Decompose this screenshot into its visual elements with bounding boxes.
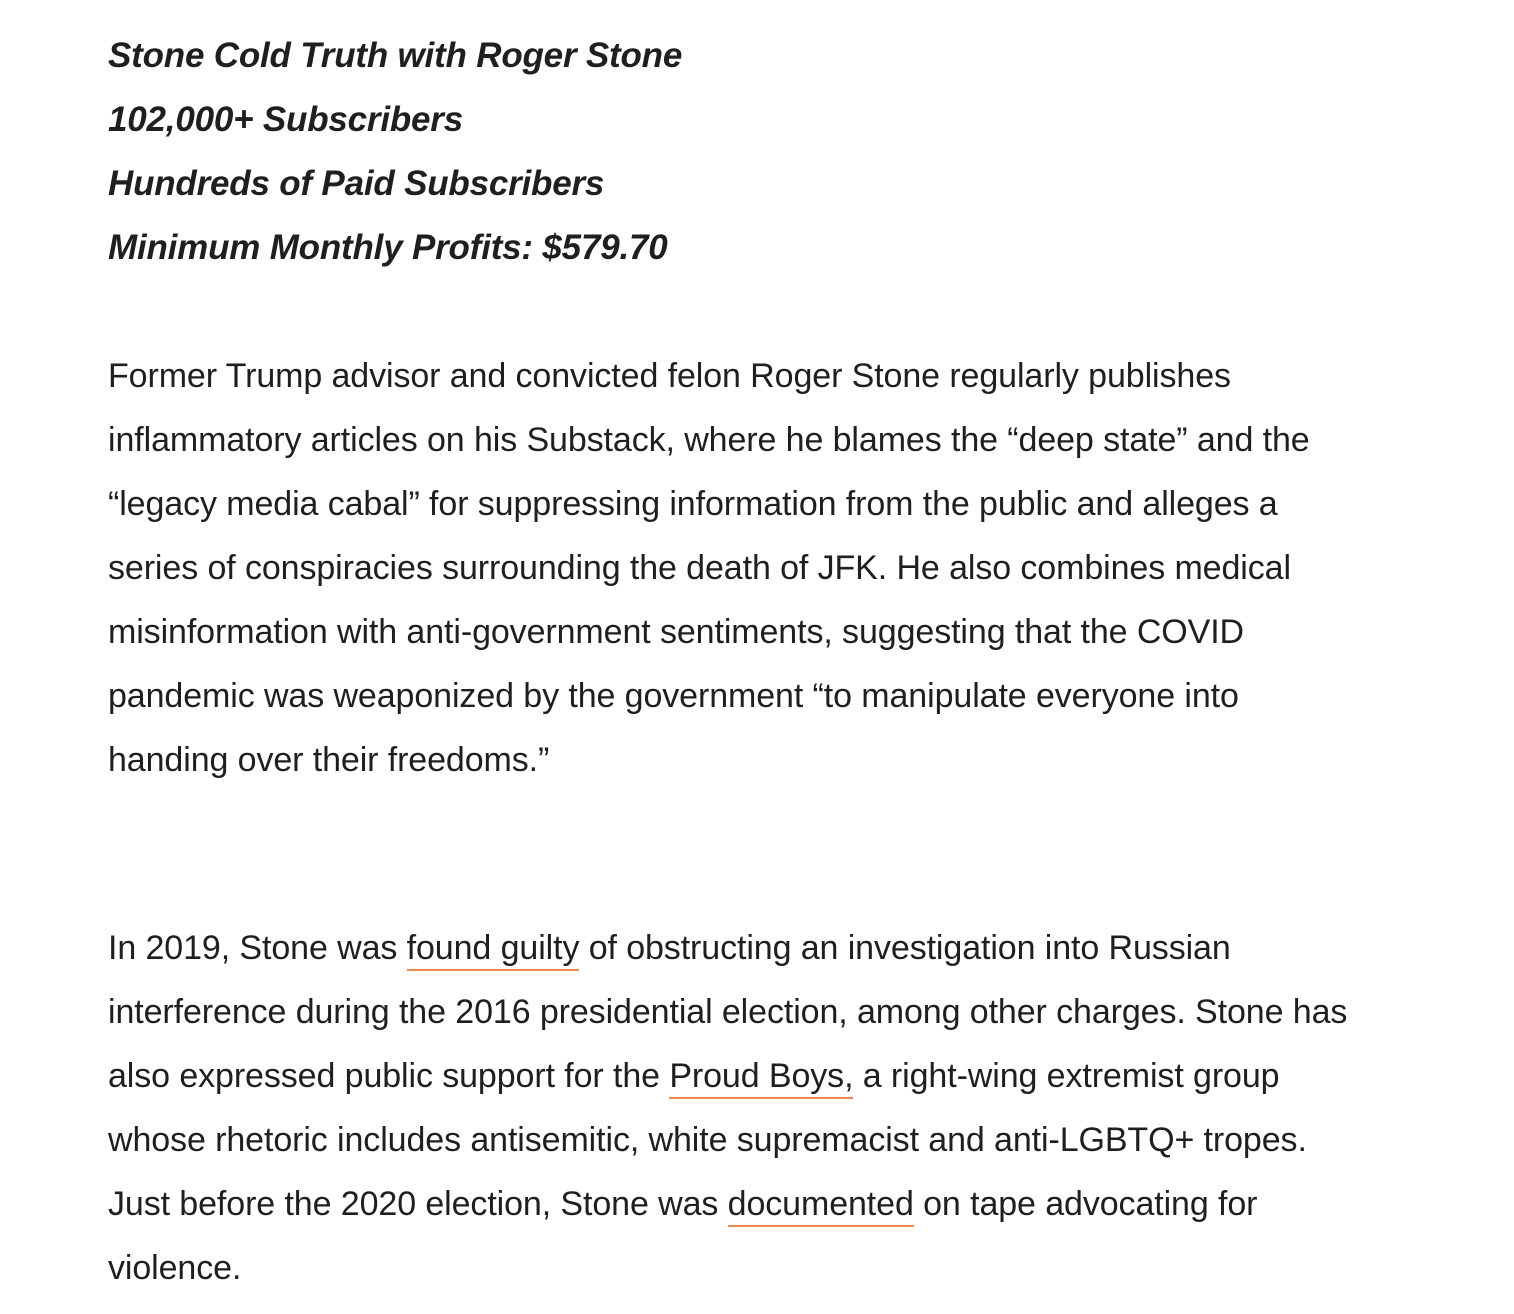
article-content — [108, 24, 1368, 1300]
paragraph-text-segment: of obstructing an investigation into Russian interference during the 2016 presidential election, among other charges. Stone has also expressed public support for the — [108, 929, 1348, 1095]
paragraph-text-segment: a right-wing extremist group whose rhetoric includes antisemitic, white supremacist and anti-LGBTQ+ tropes. Just before the 2020 election, Stone was — [108, 1057, 1307, 1223]
paragraph-text-segment: In 2019, Stone was — [108, 929, 407, 967]
subscriber-count: 102,000+ Subscribers — [108, 100, 463, 139]
monthly-profits: Minimum Monthly Profits: $579.70 — [108, 228, 668, 267]
found-guilty-link[interactable]: found guilty — [407, 929, 580, 971]
newsletter-stats — [108, 24, 1368, 280]
paid-subscriber-count: Hundreds of Paid Subscribers — [108, 164, 605, 203]
proud-boys-link[interactable]: Proud Boys, — [669, 1057, 853, 1099]
paragraph-text-segment: on tape advocating for violence. — [108, 1185, 1258, 1287]
documented-link[interactable]: documented — [728, 1185, 914, 1227]
paragraph-background: Former Trump advisor and convicted felon Roger Stone regularly publishes inflammatory articles on his Substack, where he blames the “deep state” and the “legacy media cabal” for suppressing information from the public and alleges a series of conspiracies surrounding the death of JFK. He also combines medical misinformation with anti-government sentiments, suggesting that the COVID pandemic was weaponized by the government “to manipulate everyone into handing over their freedoms.” — [108, 357, 1310, 779]
paragraph-conviction — [108, 916, 1368, 1300]
newsletter-name: Stone Cold Truth with Roger Stone — [108, 36, 683, 75]
